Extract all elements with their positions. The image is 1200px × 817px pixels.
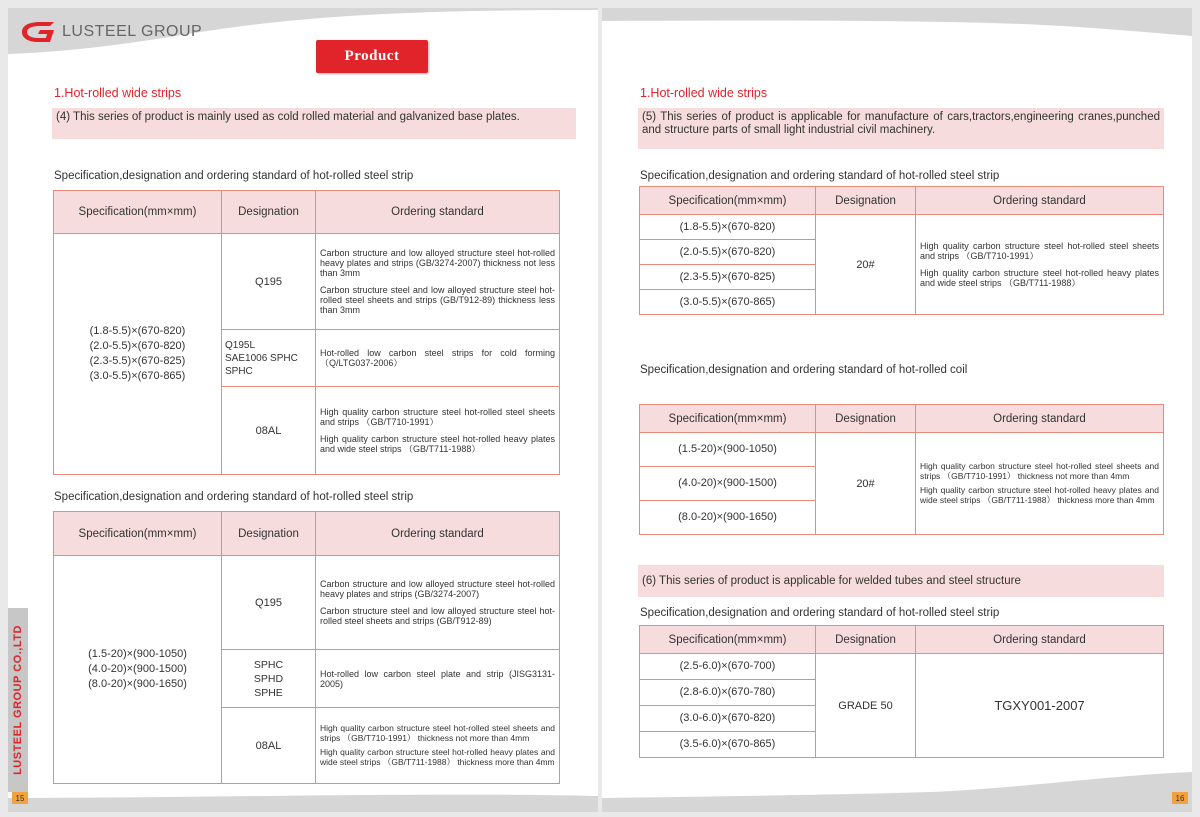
right-page — [602, 8, 1192, 812]
table-header-row — [640, 187, 1164, 215]
table-caption: Specification,designation and ordering standard of hot-rolled steel strip — [640, 607, 1000, 619]
spec-cell: (1.8-5.5)×(670-820) — [640, 215, 816, 240]
designation-cell: Q195L SAE1006 SPHC SPHC — [222, 330, 316, 387]
spec-cell — [54, 556, 222, 784]
header-designation: Designation — [816, 187, 916, 215]
designation-cell: 08AL — [222, 387, 316, 475]
ordering-text: High quality carbon structure steel hot-rolled steel sheets and strips （GB/T710-1991） thickness not more than 4mm — [320, 723, 555, 743]
header-designation: Designation — [222, 512, 316, 556]
section-title: 1.Hot-rolled wide strips — [640, 86, 768, 100]
table-header-row — [54, 191, 560, 234]
header-spec: Specification(mm×mm) — [54, 512, 222, 556]
header-spec: Specification(mm×mm) — [640, 626, 816, 654]
spec-cell — [54, 234, 222, 475]
ordering-text: High quality carbon structure steel hot-rolled heavy plates and wide steel strips （GB/T711-1988） — [920, 268, 1159, 288]
logo-text: LUSTEEL GROUP — [62, 23, 203, 40]
header-swoosh — [602, 8, 1192, 56]
spec-cell: (2.0-5.5)×(670-820) — [640, 240, 816, 265]
ordering-text: Carbon structure and low alloyed structure steel hot-rolled heavy plates and strips (GB/3274-2007) thickness not less than 3mm — [320, 248, 555, 278]
header-ordering: Ordering standard — [916, 187, 1164, 215]
ordering-cell — [316, 387, 560, 475]
spec-table-5 — [639, 625, 1164, 758]
footer-swoosh — [602, 762, 1192, 812]
table-header-row — [640, 405, 1164, 433]
spec-cell: (2.3-5.5)×(670-825) — [640, 265, 816, 290]
page-number: 16 — [1172, 792, 1188, 804]
spec-value: (2.0-5.5)×(670-820) — [89, 340, 186, 352]
ordering-text: High quality carbon structure steel hot-rolled steel sheets and strips （GB/T710-1991） — [920, 241, 1159, 261]
ordering-cell — [316, 556, 560, 650]
table-row — [640, 433, 1164, 467]
spec-table-4 — [639, 404, 1164, 535]
spec-value: (1.5-20)×(900-1050) — [88, 648, 187, 660]
description-box: (6) This series of product is applicable for welded tubes and steel structure — [638, 565, 1164, 597]
ordering-text: High quality carbon structure steel hot-rolled heavy plates and wide steel strips （GB/T711-1988） thickness more than 4mm — [920, 485, 1159, 505]
spec-cell: (4.0-20)×(900-1500) — [640, 467, 816, 501]
designation-cell: Q195 — [222, 234, 316, 330]
spec-cell: (1.5-20)×(900-1050) — [640, 433, 816, 467]
header-ordering: Ordering standard — [916, 626, 1164, 654]
spec-value: (1.8-5.5)×(670-820) — [89, 325, 186, 337]
ordering-text: Carbon structure and low alloyed structure steel hot-rolled heavy plates and strips (GB/3274-2007) — [320, 579, 555, 599]
ordering-text: Carbon structure steel and low alloyed structure steel hot-rolled steel sheets and strips (GB/T912-89) thickness less than 3mm — [320, 285, 555, 315]
header-designation: Designation — [816, 405, 916, 433]
spec-value: (4.0-20)×(900-1500) — [88, 663, 187, 675]
table-caption: Specification,designation and ordering standard of hot-rolled steel strip — [640, 170, 1000, 182]
side-company-label: LUSTEEL GROUP CO.,LTD — [12, 625, 24, 775]
ordering-text: High quality carbon structure steel hot-rolled steel sheets and strips （GB/T710-1991） — [320, 407, 555, 427]
ordering-cell — [316, 234, 560, 330]
designation-cell: GRADE 50 — [816, 654, 916, 758]
section-title: 1.Hot-rolled wide strips — [54, 86, 182, 100]
table-caption: Specification,designation and ordering standard of hot-rolled steel strip — [54, 170, 414, 182]
spec-value: (2.3-5.5)×(670-825) — [89, 355, 186, 367]
ordering-text: High quality carbon structure steel hot-rolled heavy plates and wide steel strips （GB/T711-1988） thickness more than 4mm — [320, 747, 555, 767]
spec-table-2 — [53, 511, 560, 784]
spec-table-1 — [53, 190, 560, 475]
designation-cell: 20# — [816, 433, 916, 535]
spec-cell: (8.0-20)×(900-1650) — [640, 501, 816, 535]
table-row — [640, 654, 1164, 680]
header-spec: Specification(mm×mm) — [640, 187, 816, 215]
description-box: (4) This series of product is mainly used as cold rolled material and galvanized base plates. — [52, 108, 576, 139]
ordering-cell — [916, 433, 1164, 535]
table-header-row — [54, 512, 560, 556]
ordering-text: High quality carbon structure steel hot-rolled heavy plates and wide steel strips （GB/T711-1988） — [320, 434, 555, 454]
header-ordering: Ordering standard — [916, 405, 1164, 433]
table-caption: Specification,designation and ordering standard of hot-rolled steel strip — [54, 491, 414, 503]
spec-value: (8.0-20)×(900-1650) — [88, 678, 187, 690]
page-number: 15 — [12, 792, 28, 804]
header-spec: Specification(mm×mm) — [640, 405, 816, 433]
spec-cell: (3.0-6.0)×(670-820) — [640, 706, 816, 732]
header-designation: Designation — [816, 626, 916, 654]
header-ordering: Ordering standard — [316, 191, 560, 234]
designation-cell: 08AL — [222, 708, 316, 784]
spec-cell: (3.5-6.0)×(670-865) — [640, 732, 816, 758]
description-box: (5) This series of product is applicable for manufacture of cars,tractors,engineering cranes,punched and structure parts of small light industrial civil machinery. — [638, 108, 1164, 149]
table-row — [640, 215, 1164, 240]
table-caption: Specification,designation and ordering standard of hot-rolled coil — [640, 364, 968, 376]
spec-cell: (2.8-6.0)×(670-780) — [640, 680, 816, 706]
header-ordering: Ordering standard — [316, 512, 560, 556]
ordering-cell: TGXY001-2007 — [916, 654, 1164, 758]
table-header-row — [640, 626, 1164, 654]
spec-cell: (3.0-5.5)×(670-865) — [640, 290, 816, 315]
spec-cell: (2.5-6.0)×(670-700) — [640, 654, 816, 680]
ordering-text: Hot-rolled low carbon steel plate and strip (JISG3131-2005) — [320, 668, 555, 689]
left-page — [8, 8, 598, 812]
ordering-cell — [316, 330, 560, 387]
ordering-cell — [916, 215, 1164, 315]
table-row — [54, 234, 560, 330]
designation-cell: 20# — [816, 215, 916, 315]
ordering-cell — [316, 650, 560, 708]
designation-cell: SPHC SPHD SPHE — [222, 650, 316, 708]
header-spec: Specification(mm×mm) — [54, 191, 222, 234]
company-logo — [18, 20, 202, 44]
ordering-text: High quality carbon structure steel hot-rolled steel sheets and strips （GB/T710-1991） thickness not more than 4mm — [920, 461, 1159, 481]
header-designation: Designation — [222, 191, 316, 234]
product-button[interactable]: Product — [316, 40, 428, 73]
logo-icon — [18, 20, 58, 44]
spec-value: (3.0-5.5)×(670-865) — [89, 370, 186, 382]
ordering-text: Carbon structure steel and low alloyed structure steel hot-rolled steel sheets and strips (GB/T912-89) — [320, 606, 555, 626]
spec-table-3 — [639, 186, 1164, 315]
table-row — [54, 556, 560, 650]
designation-cell: Q195 — [222, 556, 316, 650]
ordering-text: Hot-rolled low carbon steel strips for cold forming（Q/LTG037-2006） — [320, 348, 555, 368]
footer-swoosh — [8, 762, 598, 812]
